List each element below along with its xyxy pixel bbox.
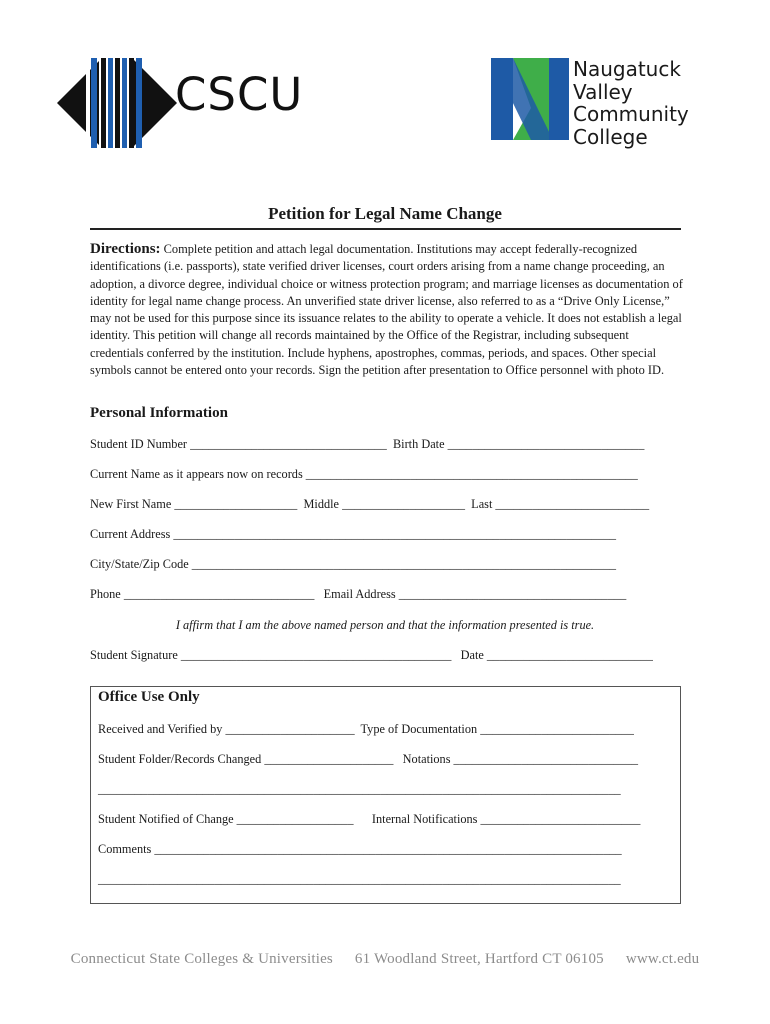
- footer-url[interactable]: www.ct.edu: [625, 951, 700, 967]
- current-address-field[interactable]: Current Address ________________________________________________________________________: [90, 527, 617, 541]
- nvcc-line-1: Naugatuck: [573, 57, 681, 81]
- signature-date-field[interactable]: Student Signature ____________________________________________ Date ___________________________: [90, 648, 653, 662]
- city-state-zip-field[interactable]: City/State/Zip Code _____________________________________________________________________: [90, 557, 617, 571]
- new-name-field[interactable]: New First Name ____________________ Middle ____________________ Last _________________________: [90, 497, 650, 511]
- nvcc-line-2: Valley: [573, 79, 633, 104]
- footer-org: Connecticut State Colleges & Universities: [70, 951, 333, 967]
- directions-text: Complete petition and attach legal documentation. Institutions may accept federally-recognized identifications (i.e. passports), state verified driver licenses, court orders arising from a name change proceeding, an adoption, a divorce degree, individual choice or witness protection program; and marriage licenses as documentation of identity for legal name change process. An unverified state driver license, also referred to as a “Drive Only License,” may not be used for this purpose since its issuance relates to the ability to operate a vehicle. It does not establish a legal identity. This petition will change all records maintained by the Office of the Registrar, including subsequent credentials conferred by the institution. Include hyphens, apostrophes, commas, periods, and spaces. Other special symbols cannot be entered onto your records. Sign the petition after presentation to Office personnel with photo ID.: [90, 242, 683, 378]
- cscu-logo-text: CSCU: [175, 68, 304, 121]
- title-divider: [90, 228, 681, 230]
- phone-email-field[interactable]: Phone _______________________________ Email Address _____________________________________: [90, 587, 627, 601]
- footer-address: 61 Woodland Street, Hartford CT 06105: [354, 951, 604, 967]
- directions-label: Directions:: [90, 241, 161, 257]
- nvcc-line-3: Community: [573, 102, 689, 126]
- nvcc-logo-text: [573, 58, 689, 148]
- current-name-field[interactable]: Current Name as it appears now on records ______________________________________________________: [90, 467, 638, 481]
- office-use-heading: Office Use Only: [98, 689, 200, 705]
- affirmation-statement: I affirm that I am the above named person and that the information presented is true.: [175, 618, 595, 632]
- blank-line-1[interactable]: _____________________________________________________________________________________: [98, 782, 621, 796]
- nvcc-line-4: College: [573, 124, 648, 149]
- personal-info-heading: Personal Information: [90, 405, 228, 421]
- footer: [0, 951, 770, 968]
- student-id-birthdate-field[interactable]: Student ID Number ________________________________ Birth Date ________________________________: [90, 437, 645, 451]
- blank-line-2[interactable]: _____________________________________________________________________________________: [98, 872, 621, 886]
- directions-paragraph: [90, 241, 684, 379]
- folder-records-field[interactable]: Student Folder/Records Changed _____________________ Notations ______________________________: [98, 752, 639, 766]
- student-notified-field[interactable]: Student Notified of Change ___________________ Internal Notifications __________________________: [98, 812, 641, 826]
- form-title: Petition for Legal Name Change: [268, 204, 502, 223]
- comments-field[interactable]: Comments ____________________________________________________________________________: [98, 842, 622, 856]
- received-verified-field[interactable]: Received and Verified by _____________________ Type of Documentation _________________________: [98, 722, 634, 736]
